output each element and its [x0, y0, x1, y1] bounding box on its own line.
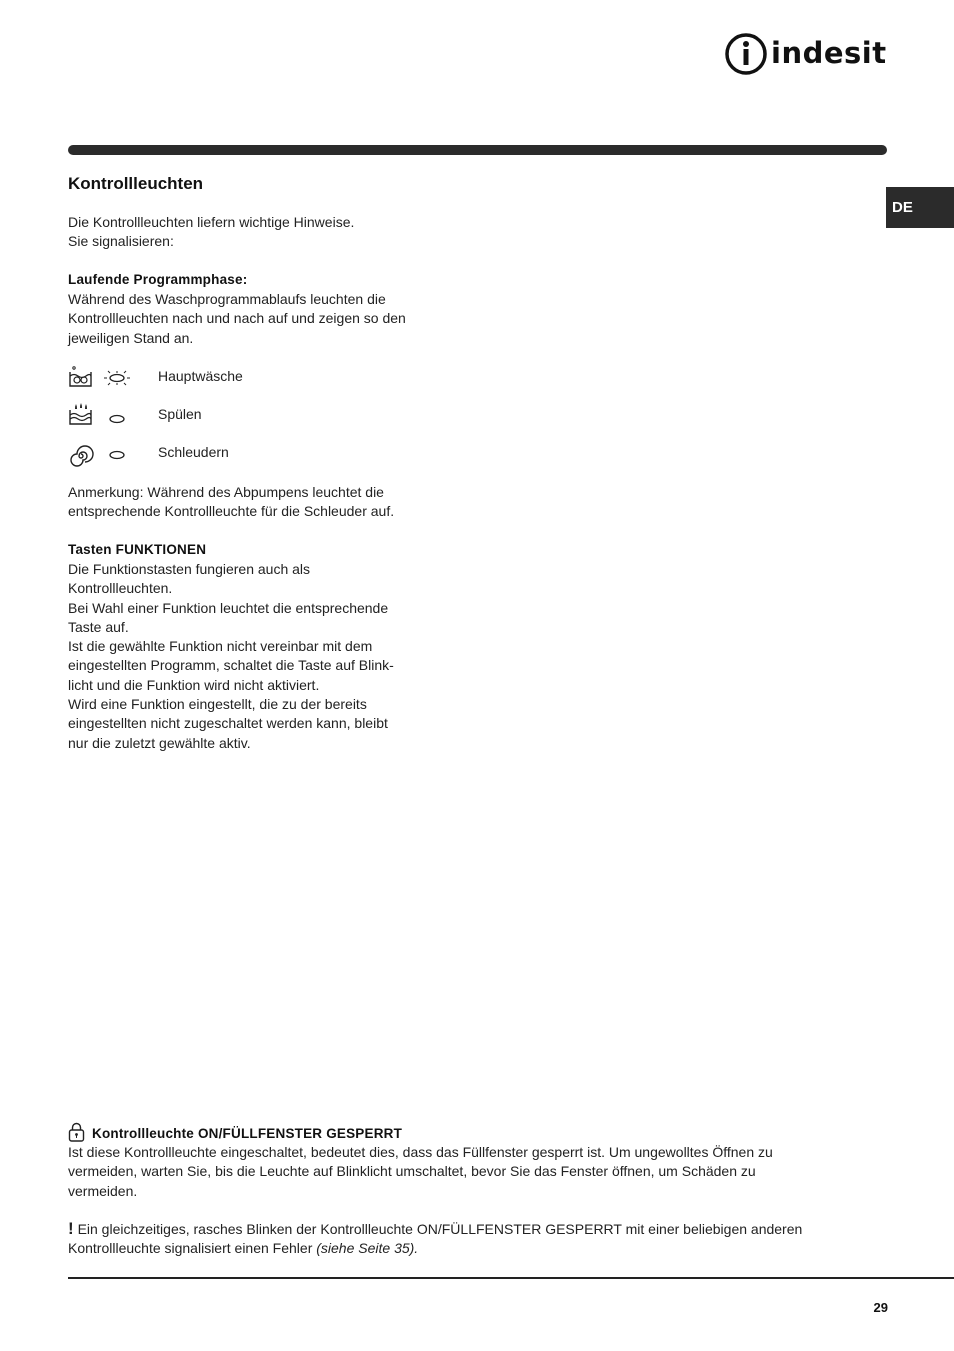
spin-icon [68, 443, 94, 469]
section-title: Kontrollleuchten [68, 174, 204, 193]
functions-heading: Tasten FUNKTIONEN [68, 542, 207, 557]
functions-body: Die Funktionstasten fungieren auch als Kontrollleuchten. Bei Wahl einer Funktion leuchtet die entsprechende Taste auf. Ist die gewählte Funktion nicht vereinbar mit dem eingestellten Programm, schaltet die Taste auf Blink- licht und die Funktion wird nicht aktiviert. Wird eine Funktion eingestellt, die zu der bereits eingestellten nicht zugeschaltet werden kann, bleibt nur die zuletzt gewählte aktiv. [68, 561, 394, 751]
phase-body: Während des Waschprogrammablaufs leuchten die Kontrollleuchten nach und nach auf und zeigen so den jeweiligen Stand an. [68, 291, 406, 346]
warning-mark: ! [68, 1219, 74, 1238]
error-warning: ! Ein gleichzeitiges, rasches Blinken der Kontrollleuchte ON/FÜLLFENSTER GESPERRT mit einer beliebigen anderen Kontrollleuchte signalisiert einen Fehler (siehe Seite 35). [68, 1219, 803, 1257]
phase-label: Spülen [158, 406, 202, 422]
bottom-rule [68, 1277, 954, 1279]
page-reference: (siehe Seite 35). [316, 1240, 419, 1257]
logo-i-icon [724, 32, 768, 76]
phase-item-main-wash [68, 364, 368, 394]
lock-heading-row [68, 1122, 768, 1142]
main-wash-icon [68, 364, 94, 390]
lamp-off-icon [102, 411, 132, 427]
pump-note: Anmerkung: Während des Abpumpens leuchtet die entsprechende Kontrollleuchte für die Schleuder auf. [68, 484, 395, 520]
lock-icon [68, 1122, 85, 1142]
phase-item-rinse [68, 402, 368, 432]
top-rule [68, 145, 887, 155]
page-number: 29 [873, 1300, 888, 1315]
phase-label: Schleudern [158, 444, 229, 460]
indesit-logo [724, 32, 890, 76]
lock-heading: Kontrollleuchte ON/FÜLLFENSTER GESPERRT [92, 1126, 403, 1141]
language-tab: DE [886, 187, 954, 228]
lock-body: Ist diese Kontrollleuchte eingeschaltet, bedeutet dies, dass das Füllfenster gesperrt ist. Um ungewolltes Öffnen zu vermeiden, warten Sie, bis die Leuchte auf Blinklicht umschaltet, bevor Sie das Fenster öffnen, um Schäden zu vermeiden. [68, 1144, 773, 1199]
phase-heading: Laufende Programmphase: [68, 272, 248, 287]
lamp-off-icon [102, 447, 132, 463]
logo-wordmark: indesit [771, 36, 887, 70]
phase-label: Hauptwäsche [158, 368, 243, 384]
phase-item-spin [68, 440, 368, 470]
intro-text: Die Kontrollleuchten liefern wichtige Hinweise. Sie signalisieren: [68, 214, 355, 250]
rinse-icon [68, 402, 94, 428]
lamp-lit-icon [102, 370, 132, 386]
